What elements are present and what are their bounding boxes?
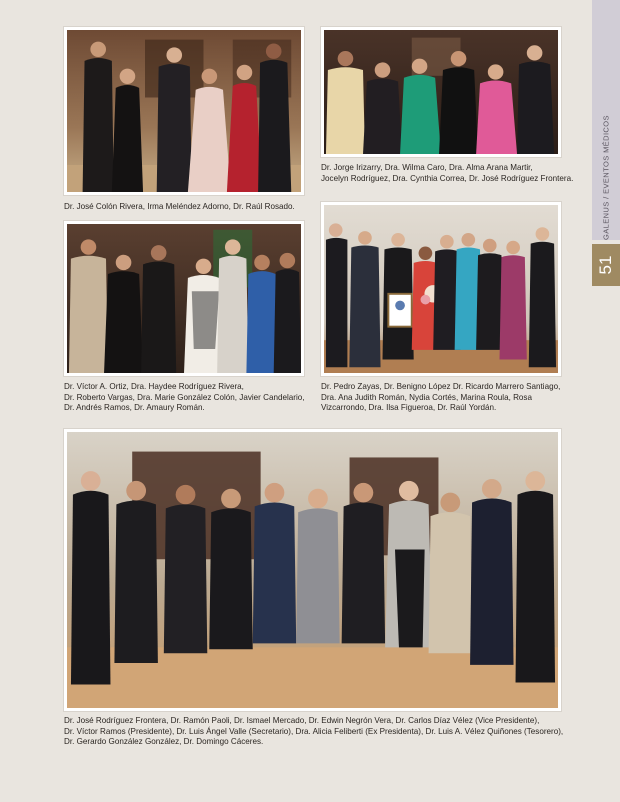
page-number: 51 <box>596 255 615 275</box>
group-photo-image <box>67 432 558 708</box>
caption-line: Dr. Gerardo González González, Dr. Domingo Cáceres. <box>64 737 264 747</box>
caption-line: Dr. Andrés Ramos, Dr. Amaury Román. <box>64 403 205 413</box>
group-photo-image <box>67 224 301 373</box>
caption-line: Dra. Ana Judith Román, Nydia Cortés, Marina Roula, Rosa <box>321 392 532 402</box>
group-photo-image <box>324 205 558 373</box>
section-label-container <box>592 60 620 240</box>
photo-3 <box>64 221 304 376</box>
group-photo-image <box>324 30 558 154</box>
caption-photo-3 <box>64 382 305 414</box>
caption-line: Dr. José Rodríguez Frontera, Dr. Ramón Paoli, Dr. Ismael Mercado, Dr. Edwin Negrón Vera, Dr. Carlos Díaz Vélez (Vice Presidente), <box>64 716 540 725</box>
section-label: GALENUS / EVENTOS MÉDICOS <box>601 115 611 240</box>
caption-photo-5 <box>64 716 563 748</box>
caption-line: Jocelyn Rodríguez, Dra. Cynthia Correa, Dr. José Rodríguez Frontera. <box>321 173 574 183</box>
caption-photo-4 <box>321 382 560 414</box>
caption-line: Dr. Roberto Vargas, Dra. Marie González Colón, Javier Candelario, <box>64 392 305 402</box>
photo-5 <box>64 429 561 711</box>
page-number-box <box>592 244 620 286</box>
caption-line: Dr. José Colón Rivera, Irma Meléndez Adorno, Dr. Raúl Rosado. <box>64 202 295 211</box>
caption-photo-2 <box>321 163 573 184</box>
photo-1 <box>64 27 304 195</box>
caption-line: Dr. Jorge Irizarry, Dra. Wilma Caro, Dra. Alma Arana Martir, <box>321 163 533 172</box>
caption-line: Dr. Víctor Ramos (Presidente), Dr. Luis Ángel Valle (Secretario), Dra. Alicia Feliberti (Ex Presidenta), Dr. Luis A. Vélez Quiñones (Tesorero), <box>64 726 564 736</box>
photo-2 <box>321 27 561 157</box>
caption-line: Dr. Víctor A. Ortiz, Dra. Haydee Rodríguez Rivera, <box>64 382 244 391</box>
caption-line: Vizcarrondo, Dra. Ilsa Figueroa, Dr. Raúl Yordán. <box>321 403 497 413</box>
group-photo-image <box>67 30 301 192</box>
caption-line: Dr. Pedro Zayas, Dr. Benigno López Dr. Ricardo Marrero Santiago, <box>321 382 561 391</box>
photo-4 <box>321 202 561 376</box>
caption-photo-1 <box>64 202 295 213</box>
